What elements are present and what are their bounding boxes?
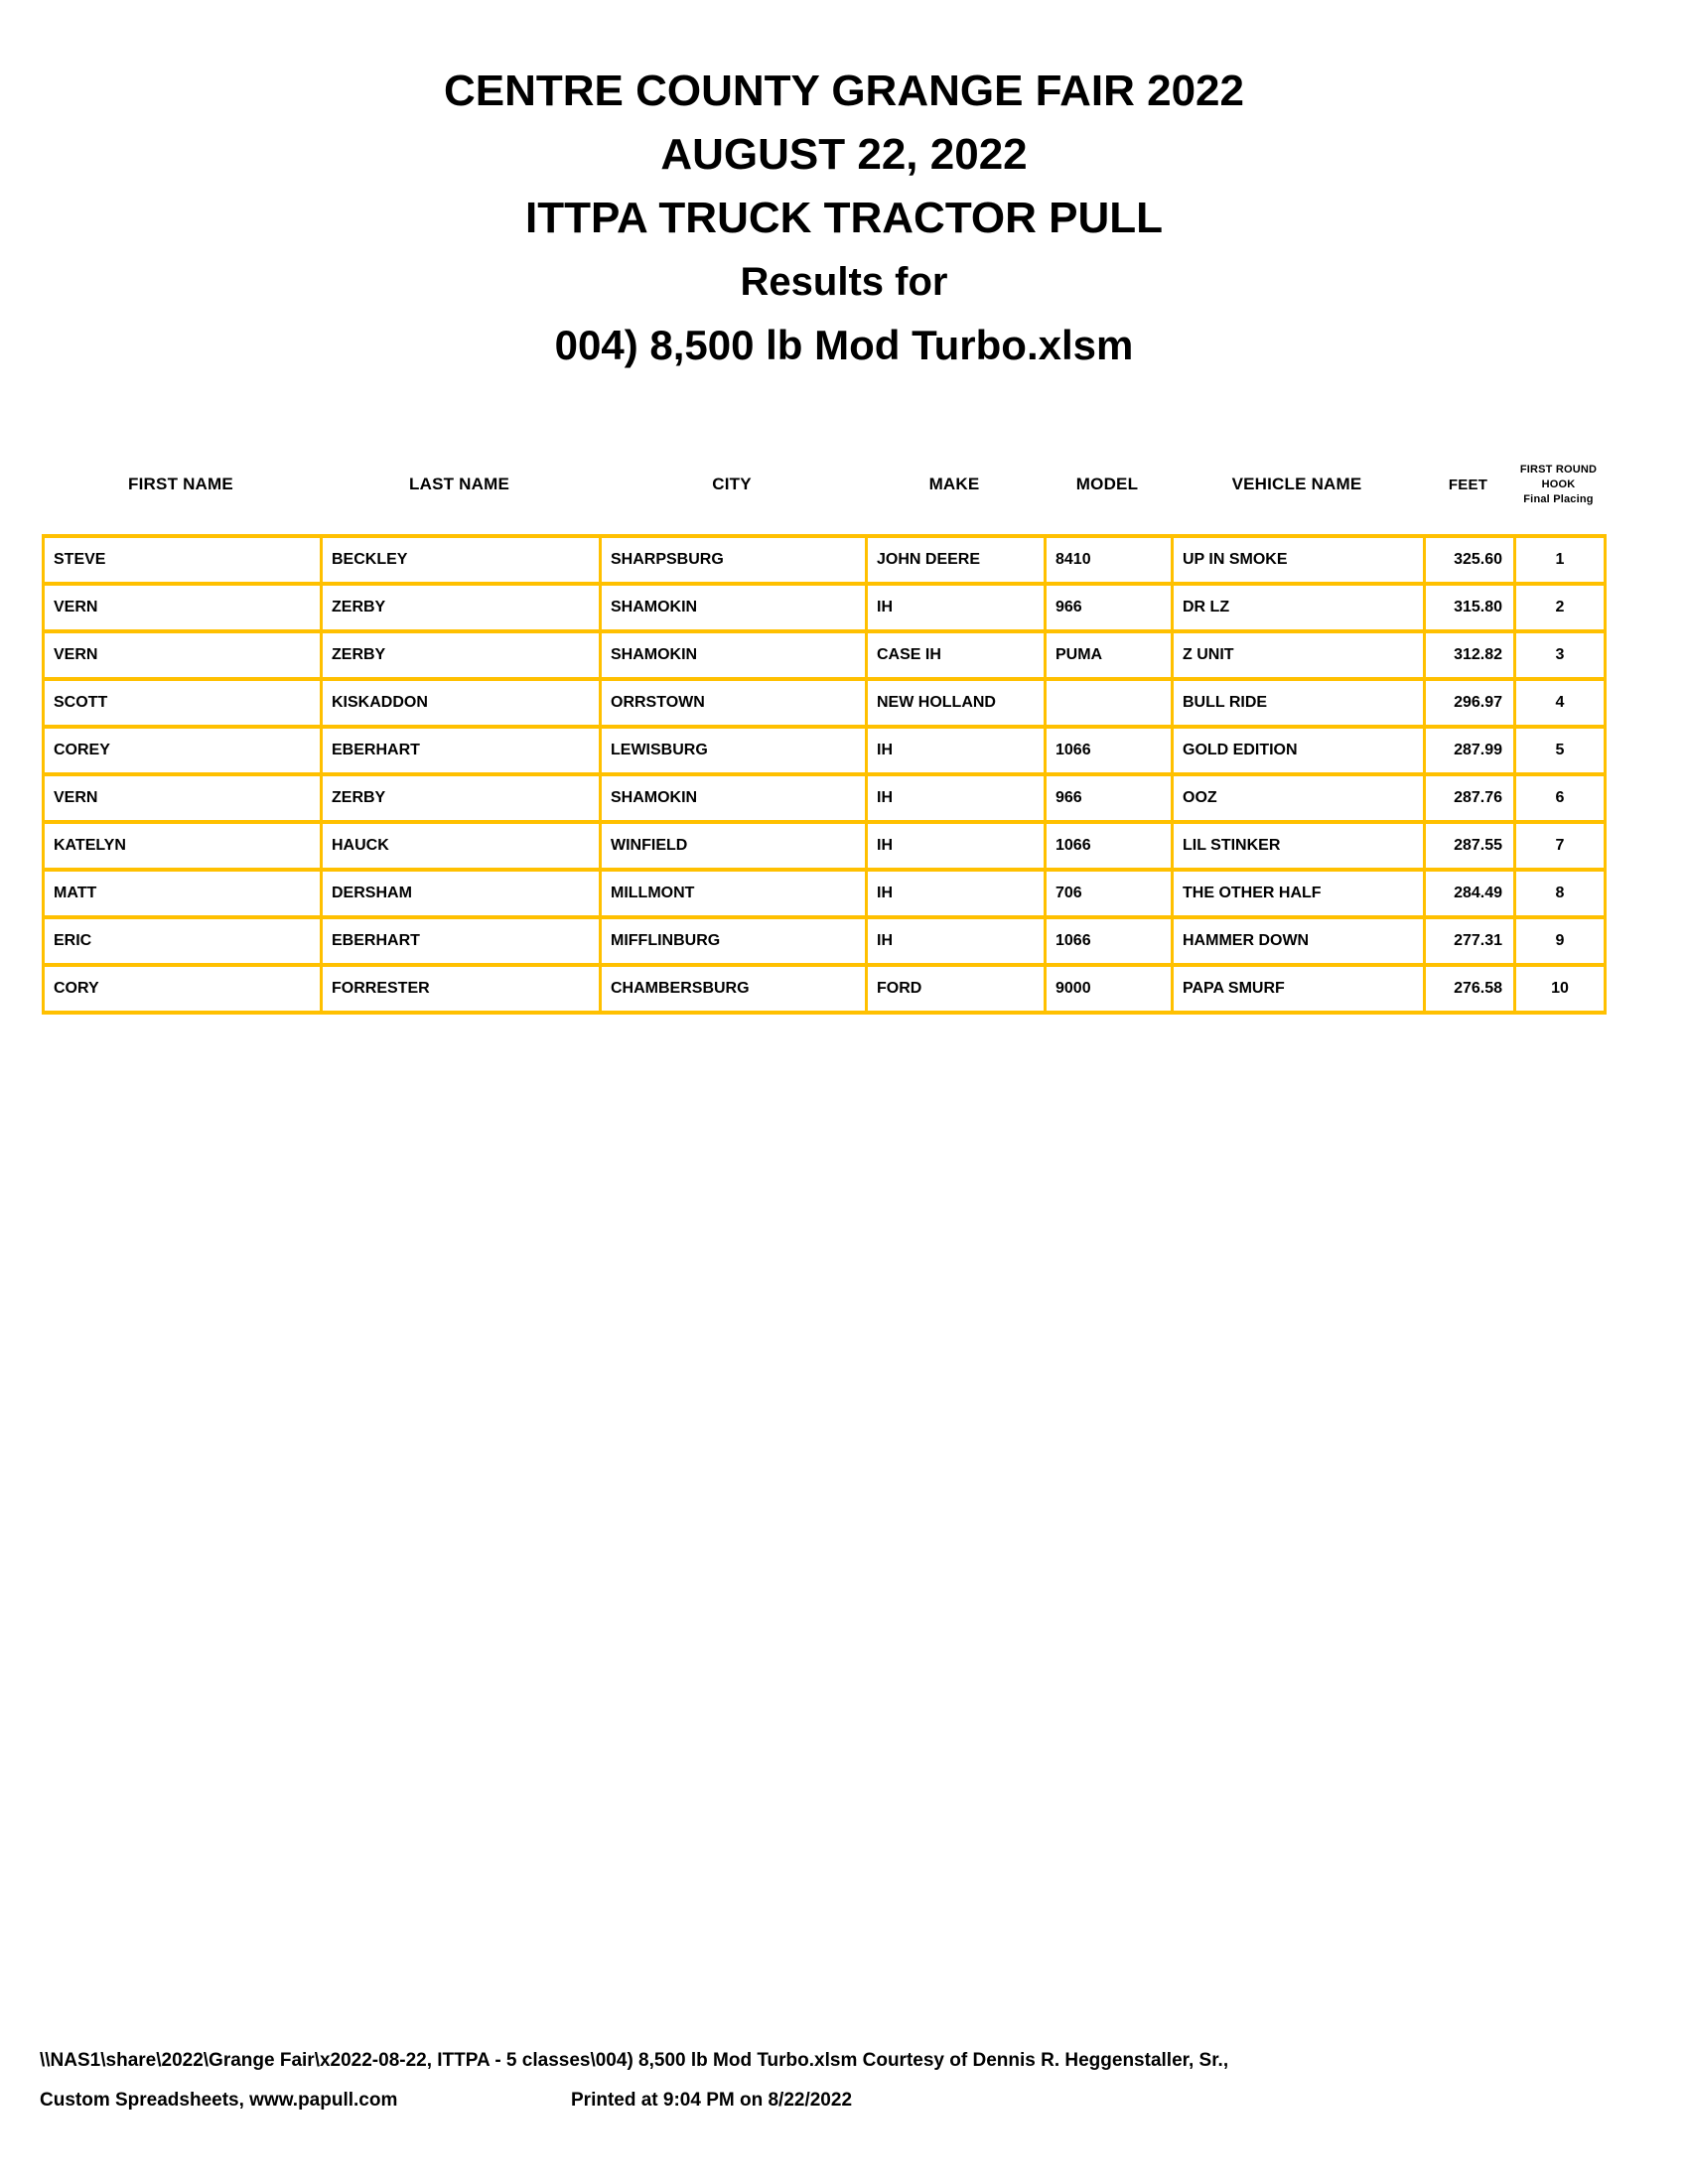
cell-final-placing: 9 <box>1515 917 1606 965</box>
cell-first-name: ERIC <box>44 917 322 965</box>
cell-final-placing: 1 <box>1515 536 1606 584</box>
cell-first-name: MATT <box>44 870 322 917</box>
header-city: CITY <box>712 475 752 493</box>
page-footer <box>40 2049 1648 2113</box>
event-date: AUGUST 22, 2022 <box>660 130 1028 179</box>
header-model: MODEL <box>1075 475 1139 493</box>
cell-feet: 296.97 <box>1425 679 1515 727</box>
cell-make: IH <box>867 917 1046 965</box>
table-row <box>44 584 1606 631</box>
cell-model: 966 <box>1046 774 1173 822</box>
cell-vehicle-name: LIL STINKER <box>1173 822 1425 870</box>
cell-vehicle-name: GOLD EDITION <box>1173 727 1425 774</box>
cell-city: SHAMOKIN <box>601 584 867 631</box>
cell-feet: 325.60 <box>1425 536 1515 584</box>
cell-city: ORRSTOWN <box>601 679 867 727</box>
cell-model: 1066 <box>1046 727 1173 774</box>
cell-first-name: VERN <box>44 631 322 679</box>
cell-feet: 312.82 <box>1425 631 1515 679</box>
cell-vehicle-name: THE OTHER HALF <box>1173 870 1425 917</box>
cell-final-placing: 8 <box>1515 870 1606 917</box>
cell-last-name: HAUCK <box>322 822 601 870</box>
header-last-name: LAST NAME <box>409 475 509 493</box>
table-row <box>44 965 1606 1013</box>
cell-city: SHAMOKIN <box>601 631 867 679</box>
cell-feet: 284.49 <box>1425 870 1515 917</box>
table-row <box>44 774 1606 822</box>
cell-model: 966 <box>1046 584 1173 631</box>
cell-make: NEW HOLLAND <box>867 679 1046 727</box>
cell-last-name: ZERBY <box>322 774 601 822</box>
cell-vehicle-name: Z UNIT <box>1173 631 1425 679</box>
header-final-placing-line1: FIRST ROUND <box>1519 463 1598 476</box>
cell-city: WINFIELD <box>601 822 867 870</box>
header-final-placing <box>1513 457 1604 512</box>
cell-make: IH <box>867 727 1046 774</box>
footer-line-2 <box>40 2089 1648 2113</box>
cell-model: 9000 <box>1046 965 1173 1013</box>
event-title: CENTRE COUNTY GRANGE FAIR 2022 <box>443 67 1244 115</box>
cell-make: IH <box>867 822 1046 870</box>
cell-vehicle-name: DR LZ <box>1173 584 1425 631</box>
cell-final-placing: 6 <box>1515 774 1606 822</box>
cell-city: LEWISBURG <box>601 727 867 774</box>
cell-city: MIFFLINBURG <box>601 917 867 965</box>
table-row <box>44 822 1606 870</box>
results-label: Results for <box>740 260 948 304</box>
table-row <box>44 679 1606 727</box>
header-vehicle-name: VEHICLE NAME <box>1231 475 1362 493</box>
table-row <box>44 917 1606 965</box>
cell-make: IH <box>867 774 1046 822</box>
cell-vehicle-name: UP IN SMOKE <box>1173 536 1425 584</box>
cell-final-placing: 10 <box>1515 965 1606 1013</box>
cell-last-name: EBERHART <box>322 917 601 965</box>
column-header-row <box>42 457 1604 512</box>
cell-first-name: CORY <box>44 965 322 1013</box>
event-name: ITTPA TRUCK TRACTOR PULL <box>524 194 1164 242</box>
cell-feet: 287.55 <box>1425 822 1515 870</box>
class-file-name: 004) 8,500 lb Mod Turbo.xlsm <box>554 322 1134 368</box>
cell-feet: 277.31 <box>1425 917 1515 965</box>
cell-model: 1066 <box>1046 917 1173 965</box>
cell-final-placing: 5 <box>1515 727 1606 774</box>
cell-first-name: COREY <box>44 727 322 774</box>
cell-vehicle-name: PAPA SMURF <box>1173 965 1425 1013</box>
cell-make: IH <box>867 584 1046 631</box>
cell-feet: 276.58 <box>1425 965 1515 1013</box>
cell-first-name: SCOTT <box>44 679 322 727</box>
cell-make: FORD <box>867 965 1046 1013</box>
printed-timestamp: Printed at 9:04 PM on 8/22/2022 <box>571 2090 853 2111</box>
header-final-placing-line3: Final Placing <box>1523 492 1594 505</box>
title-block <box>0 60 1688 377</box>
cell-first-name: VERN <box>44 774 322 822</box>
cell-city: MILLMONT <box>601 870 867 917</box>
cell-city: SHARPSBURG <box>601 536 867 584</box>
cell-last-name: BECKLEY <box>322 536 601 584</box>
file-path-footer: \\NAS1\share\2022\Grange Fair\x2022-08-22, ITTPA - 5 classes\004) 8,500 lb Mod Turbo.xlsm Courtesy of Dennis R. Heggenstaller, Sr., <box>40 2050 1229 2071</box>
cell-make: JOHN DEERE <box>867 536 1046 584</box>
cell-first-name: STEVE <box>44 536 322 584</box>
cell-feet: 315.80 <box>1425 584 1515 631</box>
header-make: MAKE <box>928 475 980 493</box>
header-feet: FEET <box>1448 476 1488 493</box>
cell-vehicle-name: BULL RIDE <box>1173 679 1425 727</box>
cell-city: SHAMOKIN <box>601 774 867 822</box>
table-row <box>44 631 1606 679</box>
cell-last-name: DERSHAM <box>322 870 601 917</box>
cell-model: PUMA <box>1046 631 1173 679</box>
results-table <box>42 534 1607 1015</box>
header-final-placing-line2: HOOK <box>1541 478 1576 490</box>
cell-final-placing: 4 <box>1515 679 1606 727</box>
cell-model: 8410 <box>1046 536 1173 584</box>
cell-make: IH <box>867 870 1046 917</box>
table-row <box>44 536 1606 584</box>
cell-final-placing: 2 <box>1515 584 1606 631</box>
cell-last-name: FORRESTER <box>322 965 601 1013</box>
cell-first-name: VERN <box>44 584 322 631</box>
credits-footer: Custom Spreadsheets, www.papull.com <box>40 2090 398 2111</box>
cell-city: CHAMBERSBURG <box>601 965 867 1013</box>
cell-last-name: ZERBY <box>322 584 601 631</box>
table-row <box>44 727 1606 774</box>
cell-make: CASE IH <box>867 631 1046 679</box>
cell-model: 1066 <box>1046 822 1173 870</box>
cell-model <box>1046 679 1173 727</box>
cell-last-name: ZERBY <box>322 631 601 679</box>
cell-model: 706 <box>1046 870 1173 917</box>
cell-vehicle-name: HAMMER DOWN <box>1173 917 1425 965</box>
cell-feet: 287.76 <box>1425 774 1515 822</box>
cell-final-placing: 7 <box>1515 822 1606 870</box>
cell-first-name: KATELYN <box>44 822 322 870</box>
table-row <box>44 870 1606 917</box>
cell-feet: 287.99 <box>1425 727 1515 774</box>
header-first-name: FIRST NAME <box>128 475 233 493</box>
cell-last-name: EBERHART <box>322 727 601 774</box>
cell-last-name: KISKADDON <box>322 679 601 727</box>
cell-vehicle-name: OOZ <box>1173 774 1425 822</box>
cell-final-placing: 3 <box>1515 631 1606 679</box>
